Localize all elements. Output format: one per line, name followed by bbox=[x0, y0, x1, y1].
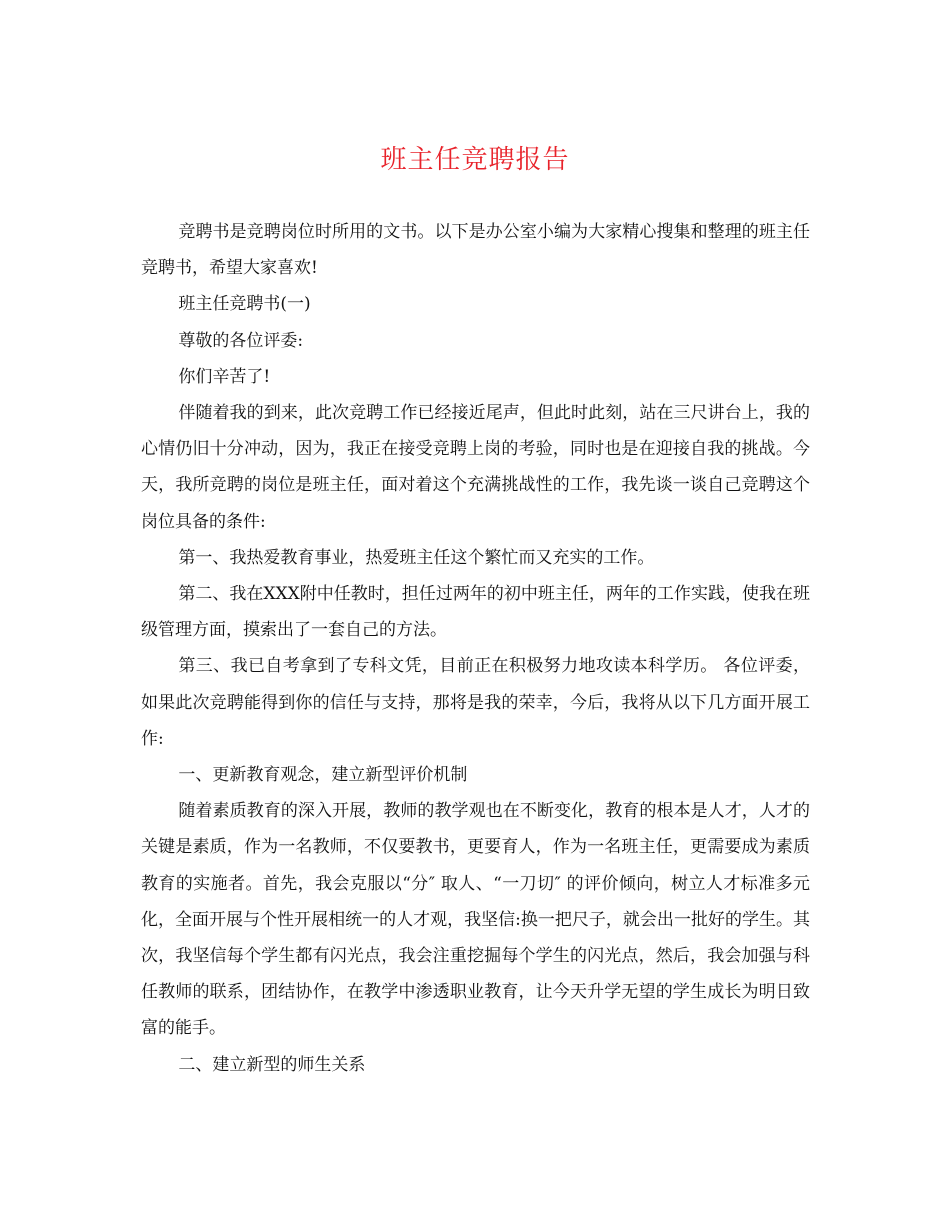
document-title: 班主任竞聘报告 bbox=[380, 145, 570, 175]
paragraph-point-3: 第三、我已自考拿到了专科文凭，目前正在积极努力地攻读本科学历。 各位评委，如果此次竞聘能得到你的信任与支持，那将是我的荣幸，今后，我将从以下几方面开展工作: bbox=[141, 656, 810, 749]
section-heading-2: 二、建立新型的师生关系 bbox=[178, 1054, 366, 1075]
paragraph-opening: 伴随着我的到来，此次竞聘工作已经接近尾声，但此时此刻，站在三尺讲台上，我的心情仍旧十分冲动，因为，我正在接受竞聘上岗的考验，同时也是在迎接自我的挑战。今天，我所竞聘的岗位是班主任，面对着这个充满挑战性的工作，我先谈一谈自己竞聘这个岗位具备的条件: bbox=[141, 403, 810, 532]
paragraph-greeting: 你们辛苦了! bbox=[178, 366, 271, 387]
paragraph-salutation: 尊敬的各位评委: bbox=[178, 330, 304, 351]
paragraph-point-2: 第二、我在XXX附中任教时，担任过两年的初中班主任，两年的工作实践，使我在班级管理方面，摸索出了一套自己的方法。 bbox=[141, 584, 810, 641]
section-heading-1: 一、更新教育观念，建立新型评价机制 bbox=[178, 765, 468, 786]
document-body bbox=[141, 214, 810, 1083]
paragraph-section-1: 随着素质教育的深入开展，教师的教学观也在不断变化，教育的根本是人才，人才的关键是素质，作为一名教师，不仅要教书，更要育人，作为一名班主任，更需要成为素质教育的实施者。首先，我会克服以“分″ 取人、“一刀切″ 的评价倾向，树立人才标准多元化，全面开展与个性开展相统一的人才观，我坚信:换一把尺子，就会出一批好的学生。其次，我坚信每个学生都有闪光点，我会注重挖掘每个学生的闪光点，然后，我会加强与科任教师的联系，团结协作，在教学中渗透职业教育，让今天升学无望的学生成长为明日致富的能手。 bbox=[141, 801, 810, 1039]
paragraph-subtitle: 班主任竞聘书(一) bbox=[178, 294, 311, 315]
paragraph-point-1: 第一、我热爱教育事业，热爱班主任这个繁忙而又充实的工作。 bbox=[178, 547, 655, 568]
paragraph-intro: 竞聘书是竞聘岗位时所用的文书。以下是办公室小编为大家精心搜集和整理的班主任竞聘书，希望大家喜欢! bbox=[141, 222, 810, 279]
